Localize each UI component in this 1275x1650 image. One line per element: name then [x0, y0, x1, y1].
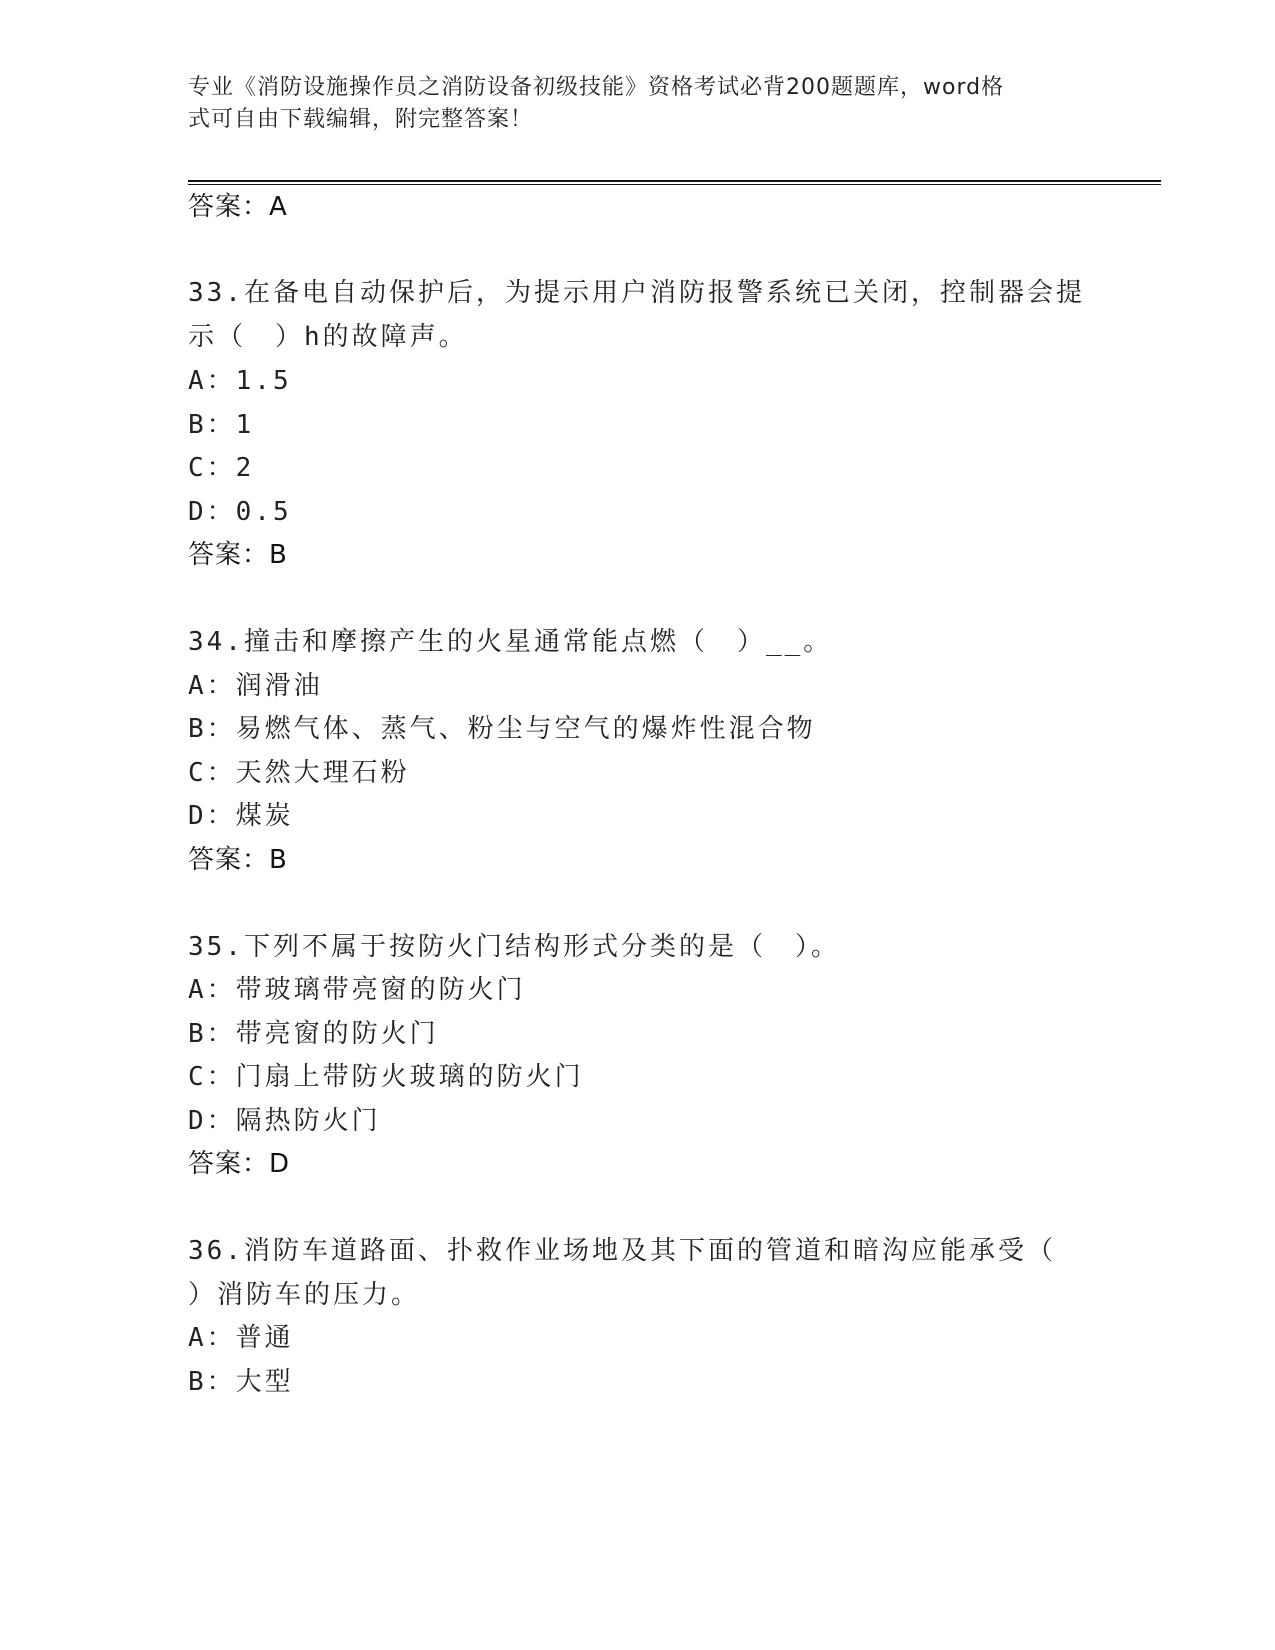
- question-33-stem-line-1: 33.在备电自动保护后，为提示用户消防报警系统已关闭，控制器会提: [188, 278, 1085, 308]
- question-33-option-c: C：2: [188, 453, 255, 483]
- question-35-answer: 答案：D: [188, 1149, 291, 1179]
- question-36-stem-line-2: ）消防车的压力。: [188, 1280, 421, 1310]
- question-33-option-a: A：1.5: [188, 366, 292, 396]
- question-34-option-c: C：天然大理石粉: [188, 758, 410, 788]
- question-35-option-a: A：带玻璃带亮窗的防火门: [188, 975, 526, 1005]
- question-34-stem-line-1: 34.撞击和摩擦产生的火星通常能点燃（ ）__。: [188, 627, 833, 657]
- question-36-option-b: B：大型: [188, 1367, 294, 1397]
- question-35-option-c: C：门扇上带防火玻璃的防火门: [188, 1062, 584, 1092]
- document-header: [188, 72, 1068, 136]
- header-line-1: 专业《消防设施操作员之消防设备初级技能》资格考试必背200题题库，word格: [188, 75, 1005, 100]
- question-34-answer: 答案：B: [188, 845, 288, 875]
- header-line-2: 式可自由下载编辑，附完整答案！: [188, 107, 534, 132]
- question-33-answer: 答案：B: [188, 540, 288, 570]
- question-35-option-d: D：隔热防火门: [188, 1106, 381, 1136]
- question-36-stem-line-1: 36.消防车道路面、扑救作业场地及其下面的管道和暗沟应能承受（: [188, 1236, 1056, 1266]
- question-36-option-a: A：普通: [188, 1323, 294, 1353]
- question-35-stem-line-1: 35.下列不属于按防火门结构形式分类的是（ ）。: [188, 932, 840, 962]
- question-33-stem-line-2: 示（ ）h的故障声。: [188, 322, 468, 352]
- question-33-option-d: D：0.5: [188, 497, 292, 527]
- answer-previous: 答案：A: [188, 192, 288, 222]
- question-35-option-b: B：带亮窗的防火门: [188, 1019, 439, 1049]
- question-33-option-b: B：1: [188, 410, 255, 440]
- header-divider: [188, 180, 1161, 185]
- question-34-option-b: B：易燃气体、蒸气、粉尘与空气的爆炸性混合物: [188, 714, 816, 744]
- question-34-option-a: A：润滑油: [188, 671, 323, 701]
- question-34-option-d: D：煤炭: [188, 801, 294, 831]
